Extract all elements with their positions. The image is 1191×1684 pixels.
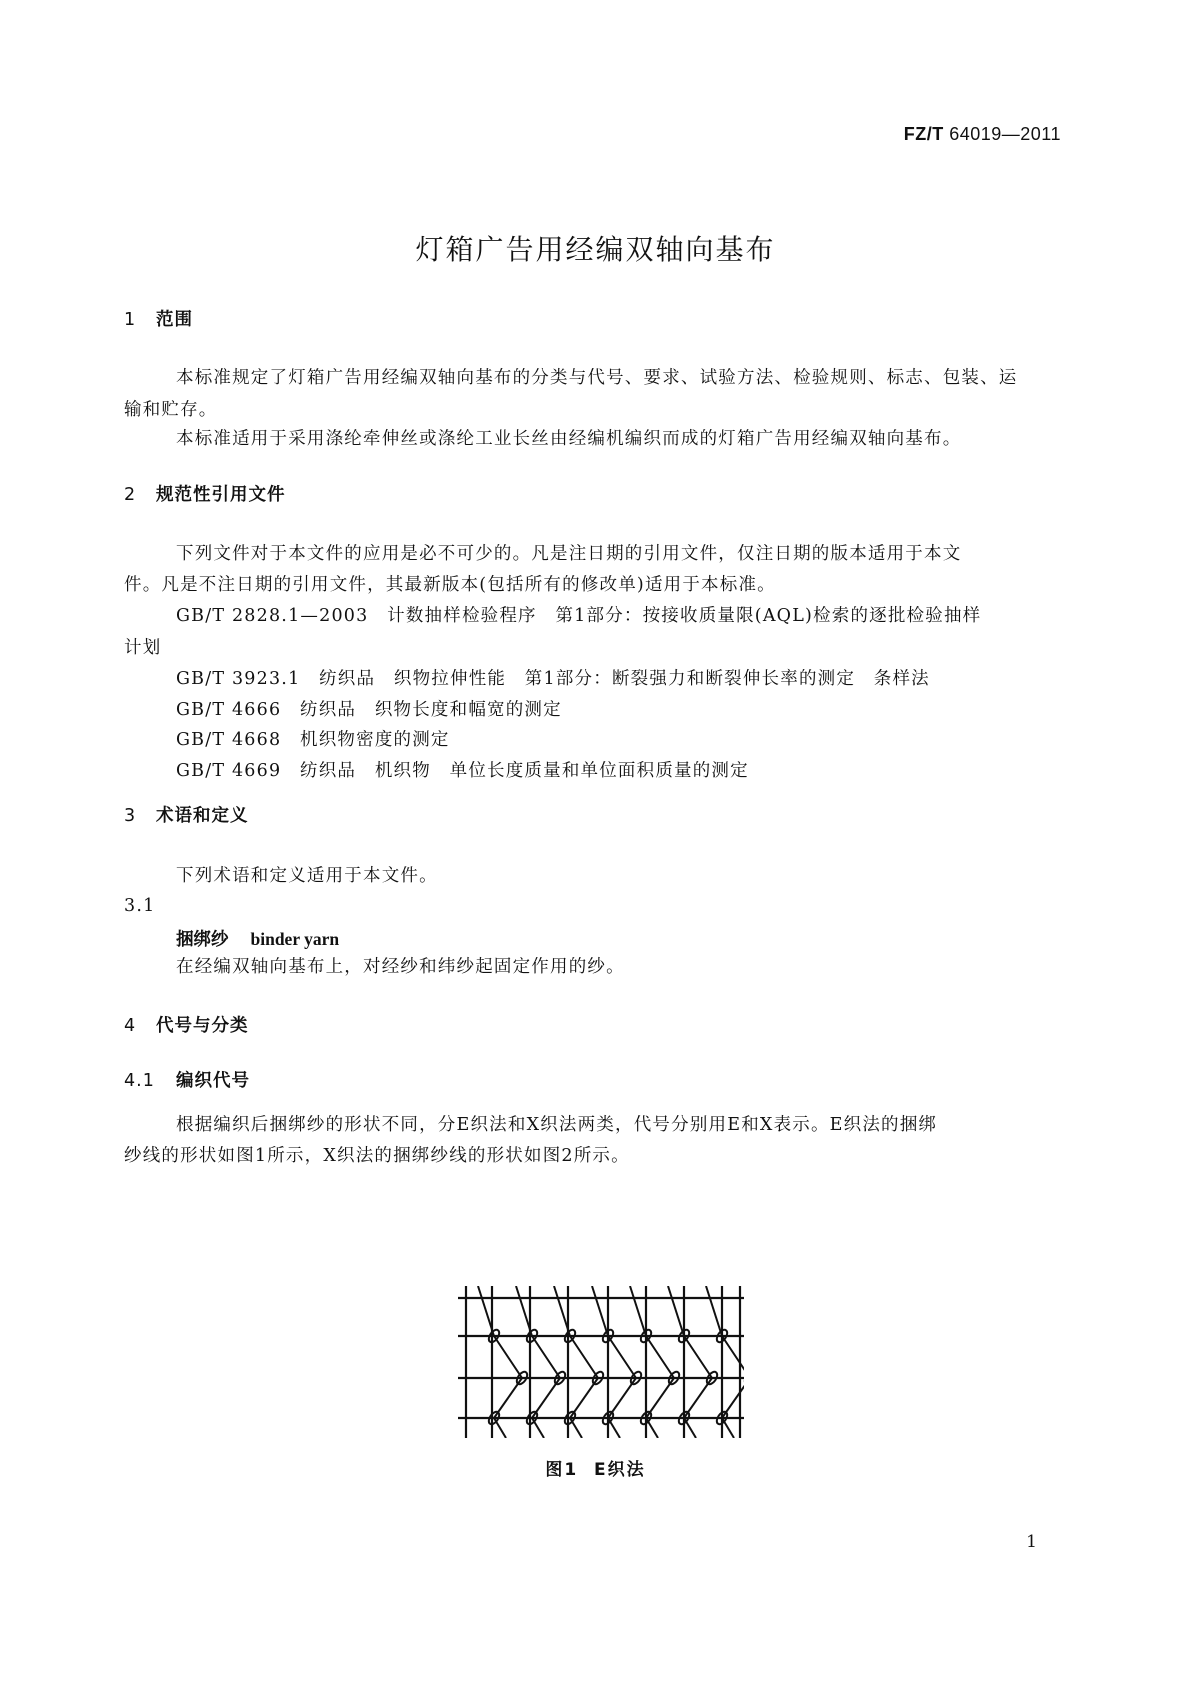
section-4-paragraph-line-2: 纱线的形状如图1所示，X织法的捆绑纱线的形状如图2所示。 [124, 1146, 630, 1166]
subsection-4-1-heading [124, 1067, 1066, 1092]
reference-entry [176, 694, 562, 726]
reference-code: GB/T 4669 [176, 761, 282, 781]
subsection-title: 编织代号 [176, 1071, 250, 1091]
section-1-heading [124, 306, 1066, 331]
term-english: binder yarn [250, 929, 340, 949]
figure-label: 图1 [545, 1460, 579, 1480]
reference-entry [176, 600, 981, 632]
section-number: 4 [124, 1016, 137, 1036]
reference-entry [176, 755, 749, 787]
reference-title: 纺织品 机织物 单位长度质量和单位面积质量的测定 [300, 761, 749, 781]
reference-entry [176, 663, 930, 695]
section-number: 3 [124, 806, 137, 826]
reference-entry [176, 724, 450, 756]
binder-yarn-segment [570, 1336, 598, 1378]
section-2-heading [124, 481, 1066, 506]
binder-yarn-segment [630, 1286, 646, 1336]
reference-code: GB/T 4668 [176, 730, 282, 750]
section-title: 规范性引用文件 [156, 485, 286, 505]
term-definition: 在经编双轴向基布上，对经纱和纬纱起固定作用的纱。 [176, 957, 625, 977]
binder-yarn-segment [684, 1336, 712, 1378]
binder-yarn-segment [494, 1336, 522, 1378]
section-title: 代号与分类 [156, 1016, 249, 1036]
binder-yarn-segment [706, 1286, 722, 1336]
subsection-number: 4.1 [124, 1071, 155, 1091]
reference-code: GB/T 4666 [176, 700, 282, 720]
section-4-heading [124, 1012, 1066, 1037]
section-1-paragraph-2: 本标准适用于采用涤纶牵伸丝或涤纶工业长丝由经编机编织而成的灯箱广告用经编双轴向基布。 [176, 429, 962, 449]
document-number-prefix: FZ/T [903, 124, 944, 144]
term-number: 3.1 [124, 896, 156, 916]
figure-caption [0, 1455, 1191, 1480]
binder-yarn-segment [592, 1286, 608, 1336]
page-title: 灯箱广告用经编双轴向基布 [415, 233, 776, 266]
binder-yarn-segment [668, 1286, 684, 1336]
term-chinese: 捆绑纱 [176, 930, 229, 950]
reference-entry-continuation: 计划 [124, 638, 162, 658]
e-weave-figure [458, 1286, 744, 1438]
section-3-paragraph: 下列术语和定义适用于本文件。 [176, 866, 438, 886]
page-number: 1 [1026, 1532, 1037, 1552]
figure-title: E织法 [594, 1460, 646, 1480]
binder-yarn-segment [646, 1336, 674, 1378]
document-number-suffix: 64019—2011 [949, 124, 1061, 144]
section-3-heading [124, 802, 1066, 827]
section-number: 1 [124, 310, 137, 330]
reference-code: GB/T 3923.1 [176, 669, 301, 689]
section-title: 术语和定义 [156, 806, 249, 826]
binder-yarn-lines [478, 1286, 744, 1438]
reference-title: 机织物密度的测定 [300, 730, 450, 750]
term-entry [176, 926, 339, 951]
binder-yarn-segment [532, 1336, 560, 1378]
document-number [904, 124, 1061, 145]
section-title: 范围 [156, 310, 193, 330]
section-1-paragraph-1-line-2: 输和贮存。 [124, 400, 218, 420]
section-1-paragraph-1-line-1: 本标准规定了灯箱广告用经编双轴向基布的分类与代号、要求、试验方法、检验规则、标志、包装、运 [176, 368, 1018, 388]
section-4-paragraph-line-1: 根据编织后捆绑纱的形状不同，分E织法和X织法两类，代号分别用E和X表示。E织法的捆绑 [176, 1115, 938, 1135]
reference-title: 纺织品 织物长度和幅宽的测定 [300, 700, 562, 720]
section-number: 2 [124, 485, 137, 505]
reference-title: 计数抽样检验程序 第1部分：按接收质量限(AQL)检索的逐批检验抽样 [387, 606, 982, 626]
section-2-paragraph-line-1: 下列文件对于本文件的应用是必不可少的。凡是注日期的引用文件，仅注日期的版本适用于本文 [176, 544, 962, 564]
binder-yarn-segment [608, 1336, 636, 1378]
section-2-paragraph-line-2: 件。凡是不注日期的引用文件，其最新版本(包括所有的修改单)适用于本标准。 [124, 575, 776, 595]
reference-title: 纺织品 织物拉伸性能 第1部分：断裂强力和断裂伸长率的测定 条样法 [319, 669, 930, 689]
reference-code: GB/T 2828.1—2003 [176, 606, 369, 626]
